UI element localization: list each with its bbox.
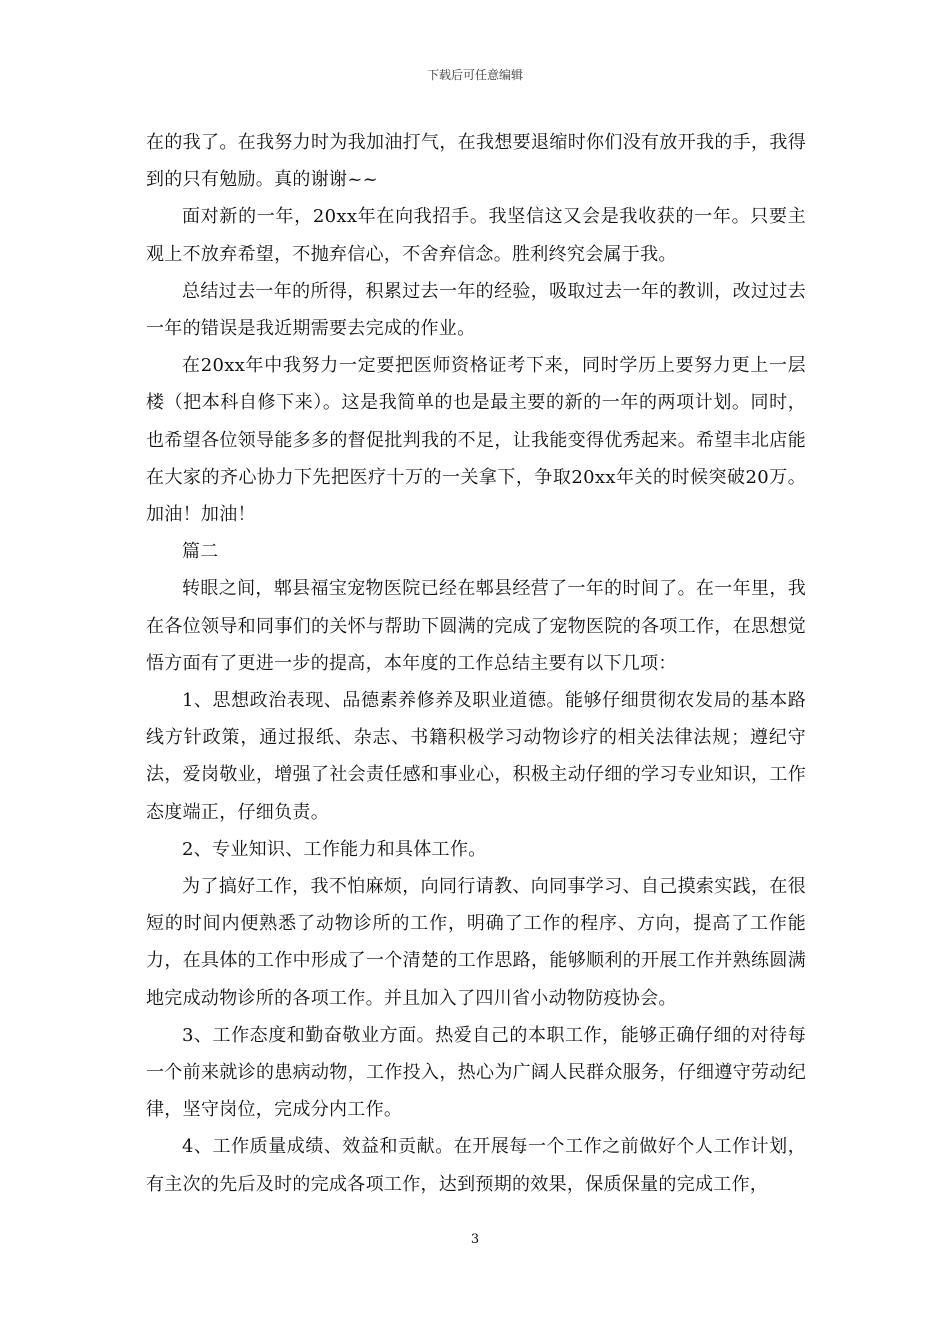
paragraph: 总结过去一年的所得，积累过去一年的经验，吸取过去一年的教训，改过过去一年的错误是我近期需要去完成的作业。 xyxy=(146,280,806,340)
paragraph: 在的我了。在我努力时为我加油打气，在我想要退缩时你们没有放开我的手，我得到的只有勉励。真的谢谢~~ xyxy=(146,132,806,191)
document-body xyxy=(146,124,806,1203)
paragraph: 1、思想政治表现、品德素养修养及职业道德。能够仔细贯彻农发局的基本路线方针政策，通过报纸、杂志、书籍积极学习动物诊疗的相关法律法规；遵纪守法，爱岗敬业，增强了社会责任感和事业心，积极主动仔细的学习专业知识，工作态度端正，仔细负责。 xyxy=(146,690,806,823)
paragraph: 在20xx年中我努力一定要把医师资格证考下来，同时学历上要努力更上一层楼（把本科自修下来）。这是我简单的也是最主要的新的一年的两项计划。同时，也希望各位领导能多多的督促批判我的不足，让我能变得优秀起来。希望丰北店能在大家的齐心协力下先把医疗十万的一关拿下，争取20xx年关的时候突破20万。加油！加油！ xyxy=(146,355,806,526)
paragraph: 为了搞好工作，我不怕麻烦，向同行请教、向同事学习、自己摸索实践，在很短的时间内便熟悉了动物诊所的工作，明确了工作的程序、方向，提高了工作能力，在具体的工作中形成了一个清楚的工作思路，能够顺利的开展工作并熟练圆满地完成动物诊所的各项工作。并且加入了四川省小动物防疫协会。 xyxy=(146,876,806,1009)
page-header: 下载后可任意编辑 xyxy=(426,68,523,82)
page-number: 3 xyxy=(470,1232,480,1247)
paragraph: 面对新的一年，20xx年在向我招手。我坚信这又会是我收获的一年。只要主观上不放弃希望，不抛弃信心，不舍弃信念。胜利终究会属于我。 xyxy=(146,206,806,265)
section-heading: 篇二 xyxy=(182,541,219,563)
paragraph: 4、工作质量成绩、效益和贡献。在开展每一个工作之前做好个人工作计划，有主次的先后及时的完成各项工作，达到预期的效果，保质保量的完成工作， xyxy=(146,1136,806,1195)
paragraph: 2、专业知识、工作能力和具体工作。 xyxy=(182,838,487,860)
paragraph: 3、工作态度和勤奋敬业方面。热爱自己的本职工作，能够正确仔细的对待每一个前来就诊的患病动物，工作投入，热心为广阔人民群众服务，仔细遵守劳动纪律，坚守岗位，完成分内工作。 xyxy=(146,1024,806,1121)
paragraph: 转眼之间，郫县福宝宠物医院已经在郫县经营了一年的时间了。在一年里，我在各位领导和同事们的关怀与帮助下圆满的完成了宠物医院的各项工作，在思想觉悟方面有了更进一步的提高，本年度的工作总结主要有以下几项： xyxy=(146,578,806,674)
